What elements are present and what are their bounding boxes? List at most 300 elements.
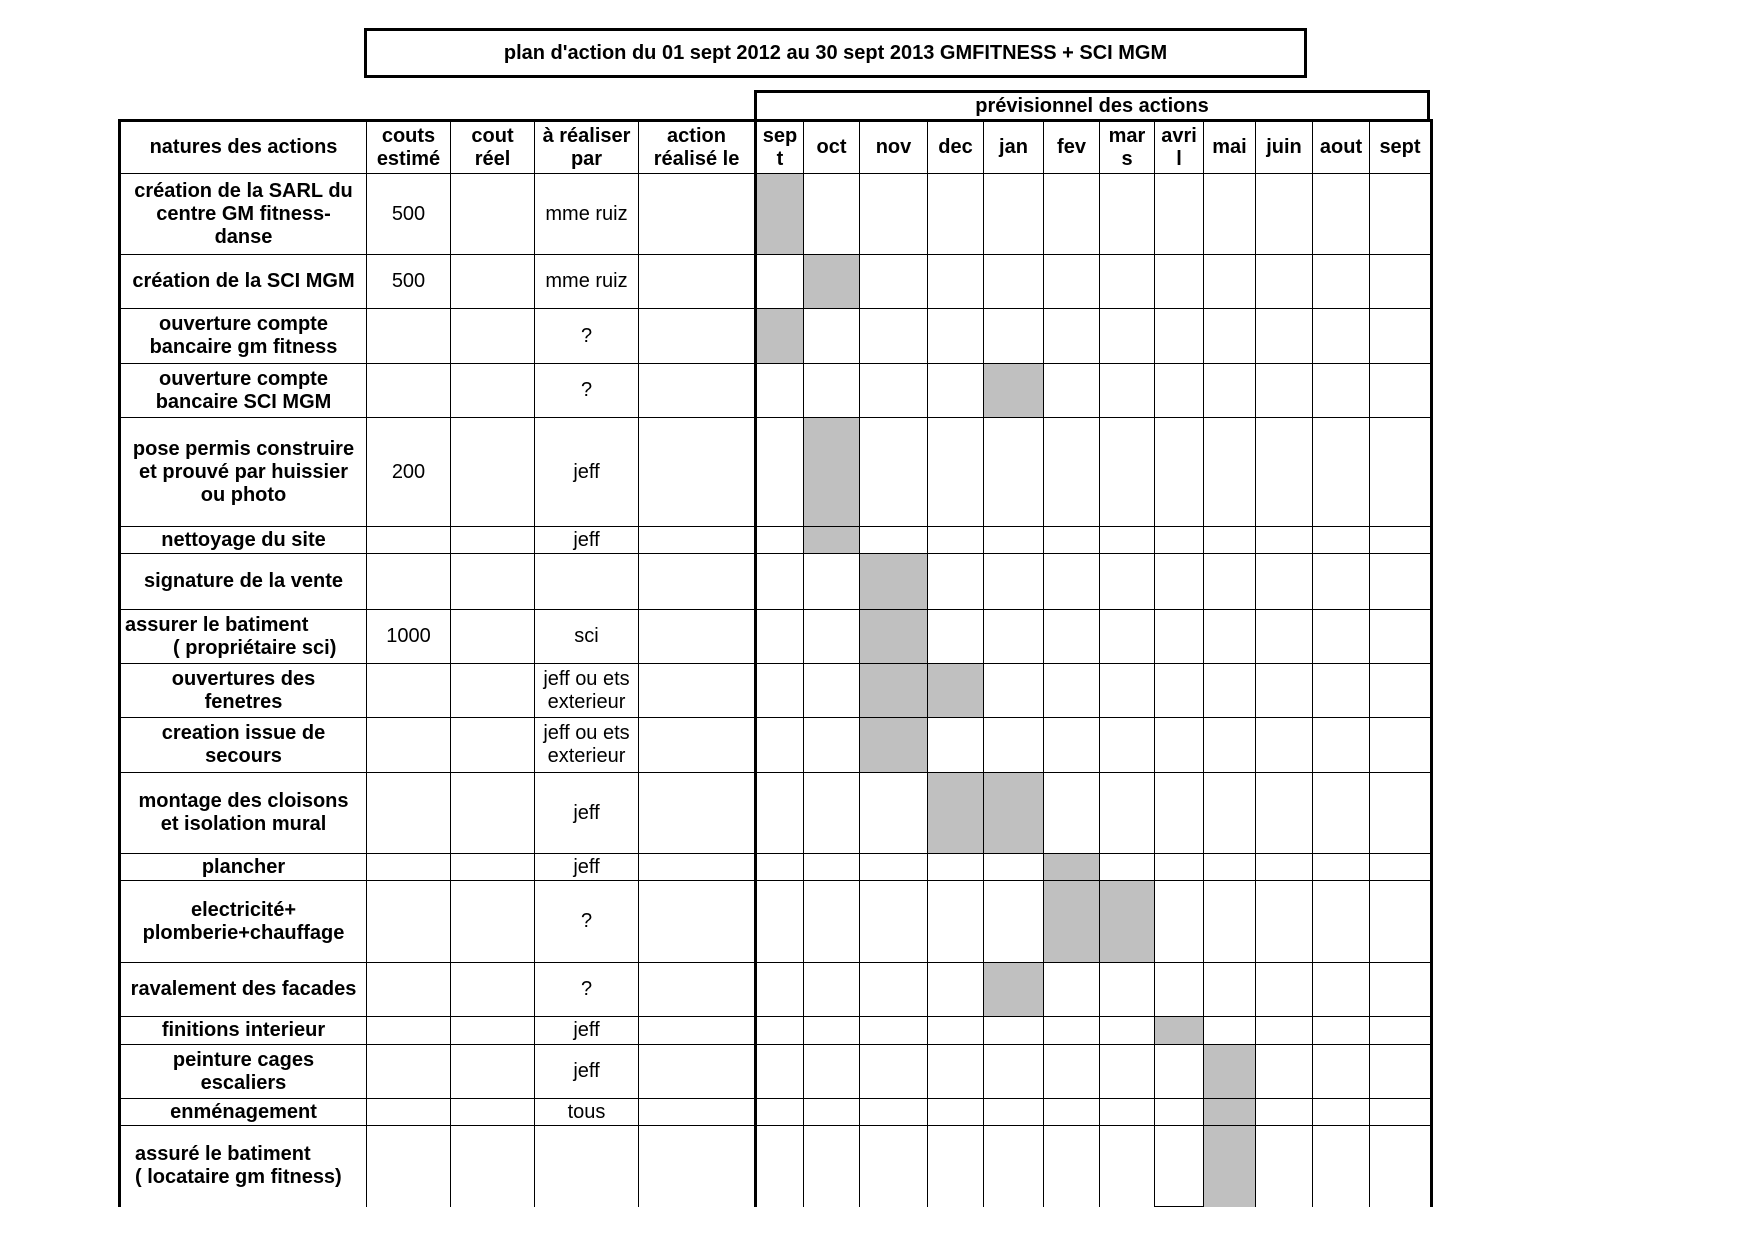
responsible-cell xyxy=(535,255,639,309)
month-cell xyxy=(1100,610,1155,664)
month-cell xyxy=(1204,1017,1256,1045)
month-cell xyxy=(756,554,804,610)
month-cell xyxy=(1313,1099,1370,1126)
cout-estime-cell xyxy=(367,309,451,364)
cout-reel-cell xyxy=(451,1017,535,1045)
month-cell xyxy=(984,881,1044,963)
month-cell xyxy=(1155,718,1204,773)
realise-date-cell xyxy=(639,255,756,309)
month-cell xyxy=(1100,554,1155,610)
month-cell xyxy=(1155,554,1204,610)
action-nature-text: plancher xyxy=(201,855,286,878)
responsible-text: jeff xyxy=(573,528,600,551)
cout-reel-cell xyxy=(451,664,535,718)
header-cout-reel-line: réel xyxy=(474,147,511,170)
month-cell xyxy=(756,1099,804,1126)
month-cell xyxy=(860,1017,928,1045)
month-cell xyxy=(984,1126,1044,1207)
month-cell xyxy=(756,854,804,881)
month-cell xyxy=(1313,418,1370,527)
action-nature-cell xyxy=(120,418,367,527)
month-cell xyxy=(1313,1126,1370,1207)
responsible-cell xyxy=(535,881,639,963)
month-cell-planned xyxy=(984,364,1044,418)
month-cell xyxy=(1044,718,1100,773)
header-month xyxy=(860,121,928,174)
action-nature-text: ( propriétaire sci) xyxy=(173,636,337,659)
table-row xyxy=(120,1126,1432,1207)
table-row xyxy=(120,881,1432,963)
month-cell-planned xyxy=(860,554,928,610)
month-cell xyxy=(804,309,860,364)
header-month xyxy=(1370,121,1432,174)
header-month xyxy=(1155,121,1204,174)
month-cell-planned xyxy=(984,963,1044,1017)
realise-date-cell xyxy=(639,174,756,255)
month-cell xyxy=(928,1045,984,1099)
month-cell-planned xyxy=(756,174,804,255)
cout-reel-cell xyxy=(451,1126,535,1207)
month-cell xyxy=(1370,418,1432,527)
month-cell xyxy=(1370,1045,1432,1099)
cout-estime-cell xyxy=(367,773,451,854)
action-nature-cell xyxy=(120,527,367,554)
cout-estime-cell: 200 xyxy=(367,418,451,527)
table-row xyxy=(120,174,1432,255)
responsible-cell xyxy=(535,664,639,718)
month-cell xyxy=(1155,1045,1204,1099)
action-nature-cell xyxy=(120,174,367,255)
cout-estime-cell xyxy=(367,718,451,773)
month-cell xyxy=(1256,1126,1313,1207)
month-cell xyxy=(804,554,860,610)
action-nature-text: ( locataire gm fitness) xyxy=(135,1166,342,1189)
table-row xyxy=(120,854,1432,881)
month-cell-planned xyxy=(928,773,984,854)
month-cell xyxy=(1044,664,1100,718)
month-cell xyxy=(928,610,984,664)
header-month-line: aout xyxy=(1319,136,1363,158)
month-cell-planned xyxy=(1204,1126,1256,1207)
action-nature-cell xyxy=(120,854,367,881)
month-cell xyxy=(1044,1045,1100,1099)
month-cell xyxy=(1256,854,1313,881)
action-nature-text: fenetres xyxy=(204,690,283,713)
month-cell-planned xyxy=(804,418,860,527)
month-cell xyxy=(1313,610,1370,664)
month-cell xyxy=(984,718,1044,773)
action-nature-text: centre GM fitness- xyxy=(156,202,331,225)
action-nature-cell xyxy=(120,1045,367,1099)
month-cell xyxy=(1155,527,1204,554)
month-cell xyxy=(1155,664,1204,718)
month-cell xyxy=(928,881,984,963)
month-cell xyxy=(1204,364,1256,418)
month-cell xyxy=(1313,309,1370,364)
month-cell xyxy=(1044,255,1100,309)
header-realise xyxy=(639,121,756,174)
action-nature-text: assuré le batiment xyxy=(135,1143,311,1166)
realise-date-cell xyxy=(639,854,756,881)
cout-estime-cell xyxy=(367,1017,451,1045)
month-cell xyxy=(756,881,804,963)
responsible-cell xyxy=(535,1045,639,1099)
month-cell xyxy=(860,1126,928,1207)
month-cell xyxy=(984,309,1044,364)
month-cell xyxy=(1204,610,1256,664)
action-plan-table xyxy=(118,119,1433,1207)
month-cell xyxy=(1204,881,1256,963)
action-nature-text: bancaire gm fitness xyxy=(149,336,338,358)
realise-date-cell xyxy=(639,881,756,963)
month-cell xyxy=(1370,854,1432,881)
month-cell xyxy=(1100,309,1155,364)
month-cell xyxy=(804,1099,860,1126)
month-cell xyxy=(1370,881,1432,963)
cout-estime-cell xyxy=(367,554,451,610)
month-cell xyxy=(860,309,928,364)
responsible-text: jeff xyxy=(573,801,600,824)
action-nature-text: bancaire SCI MGM xyxy=(155,390,332,413)
month-cell xyxy=(756,963,804,1017)
action-nature-cell xyxy=(120,1017,367,1045)
month-cell xyxy=(1155,1099,1204,1126)
table-row xyxy=(120,418,1432,527)
month-cell-planned xyxy=(1100,881,1155,963)
table-row xyxy=(120,255,1432,309)
header-month xyxy=(984,121,1044,174)
responsible-text: ? xyxy=(580,379,593,401)
month-cell xyxy=(1155,418,1204,527)
month-cell xyxy=(1256,963,1313,1017)
month-cell xyxy=(984,527,1044,554)
action-nature-text: peinture cages xyxy=(172,1048,315,1071)
month-cell-planned xyxy=(756,309,804,364)
month-cell xyxy=(928,1017,984,1045)
action-nature-text: creation issue de xyxy=(161,722,326,744)
month-cell xyxy=(756,773,804,854)
header-month xyxy=(1100,121,1155,174)
header-cout-reel-line: cout xyxy=(471,124,514,147)
month-cell xyxy=(1256,527,1313,554)
cout-estime-cell xyxy=(367,1045,451,1099)
action-nature-cell xyxy=(120,664,367,718)
month-cell xyxy=(1370,718,1432,773)
month-cell xyxy=(1313,255,1370,309)
action-nature-text: montage des cloisons xyxy=(138,790,349,812)
responsible-cell xyxy=(535,773,639,854)
month-cell xyxy=(1313,554,1370,610)
cout-estime-cell: 500 xyxy=(367,255,451,309)
responsible-cell xyxy=(535,718,639,773)
month-cell xyxy=(1370,364,1432,418)
responsible-text: exterieur xyxy=(547,690,626,713)
header-month xyxy=(1313,121,1370,174)
realise-date-cell xyxy=(639,610,756,664)
month-cell xyxy=(1100,364,1155,418)
month-cell xyxy=(804,1017,860,1045)
realise-date-cell xyxy=(639,1017,756,1045)
month-cell-planned xyxy=(860,610,928,664)
cout-reel-cell xyxy=(451,554,535,610)
month-cell xyxy=(1256,664,1313,718)
month-cell xyxy=(1256,1045,1313,1099)
month-cell xyxy=(1044,309,1100,364)
month-cell xyxy=(1100,718,1155,773)
cout-reel-cell xyxy=(451,1045,535,1099)
cout-reel-cell xyxy=(451,309,535,364)
month-cell xyxy=(860,881,928,963)
action-nature-text: enménagement xyxy=(170,1100,317,1123)
month-cell xyxy=(1204,418,1256,527)
month-cell xyxy=(1313,364,1370,418)
month-cell xyxy=(1155,255,1204,309)
action-nature-cell xyxy=(120,1126,367,1207)
cout-reel-cell xyxy=(451,174,535,255)
table-row xyxy=(120,364,1432,418)
month-cell xyxy=(804,854,860,881)
month-cell xyxy=(860,854,928,881)
cout-estime-cell xyxy=(367,881,451,963)
table-row xyxy=(120,963,1432,1017)
header-month-line: s xyxy=(1121,147,1133,170)
month-cell xyxy=(1313,664,1370,718)
month-cell xyxy=(984,554,1044,610)
table-row xyxy=(120,664,1432,718)
month-cell xyxy=(1044,963,1100,1017)
table-row xyxy=(120,1099,1432,1126)
month-cell xyxy=(928,255,984,309)
header-month-line: mai xyxy=(1212,136,1247,158)
action-nature-text: ravalement des facades xyxy=(130,978,357,1000)
cout-reel-cell xyxy=(451,364,535,418)
month-cell xyxy=(804,610,860,664)
header-cout-estime-line: couts xyxy=(381,124,436,147)
month-cell xyxy=(860,174,928,255)
month-cell xyxy=(1256,554,1313,610)
month-cell-planned xyxy=(860,664,928,718)
header-realise-line: réalisé le xyxy=(653,147,740,170)
responsible-cell xyxy=(535,174,639,255)
header-month-line: l xyxy=(1176,147,1182,170)
action-nature-text: ouverture compte xyxy=(159,313,328,335)
month-cell xyxy=(756,664,804,718)
month-cell xyxy=(1204,664,1256,718)
table-row xyxy=(120,610,1432,664)
responsible-cell xyxy=(535,1017,639,1045)
month-cell xyxy=(1155,309,1204,364)
cout-estime-cell xyxy=(367,664,451,718)
realise-date-cell xyxy=(639,364,756,418)
realise-date-cell xyxy=(639,1099,756,1126)
month-cell xyxy=(928,1099,984,1126)
month-cell xyxy=(984,664,1044,718)
month-cell xyxy=(1044,554,1100,610)
action-nature-text: création de la SCI MGM xyxy=(132,270,355,292)
header-month-line: oct xyxy=(816,136,847,158)
cout-reel-cell xyxy=(451,255,535,309)
header-nature xyxy=(120,121,367,174)
month-cell xyxy=(1313,963,1370,1017)
month-cell xyxy=(1313,773,1370,854)
action-nature-cell xyxy=(120,255,367,309)
month-cell xyxy=(1204,527,1256,554)
cout-estime-cell xyxy=(367,1126,451,1207)
month-cell xyxy=(804,1126,860,1207)
month-cell xyxy=(984,1099,1044,1126)
month-cell xyxy=(756,718,804,773)
month-cell xyxy=(1155,773,1204,854)
month-cell xyxy=(804,881,860,963)
responsible-cell xyxy=(535,854,639,881)
header-month xyxy=(1044,121,1100,174)
realise-date-cell xyxy=(639,418,756,527)
responsible-text: jeff xyxy=(573,855,600,878)
month-cell xyxy=(804,174,860,255)
month-cell xyxy=(1155,1126,1204,1207)
cout-reel-cell xyxy=(451,527,535,554)
responsible-text: jeff ou ets xyxy=(543,667,630,690)
realise-date-cell xyxy=(639,773,756,854)
cout-reel-cell xyxy=(451,854,535,881)
month-cell xyxy=(984,1017,1044,1045)
header-month-line: nov xyxy=(875,136,912,158)
month-cell xyxy=(1044,364,1100,418)
action-nature-text: finitions interieur xyxy=(161,1019,326,1041)
responsible-cell xyxy=(535,963,639,1017)
month-cell xyxy=(1313,854,1370,881)
month-cell xyxy=(1256,773,1313,854)
month-cell xyxy=(1370,554,1432,610)
month-cell xyxy=(1044,1017,1100,1045)
month-cell xyxy=(1100,174,1155,255)
responsible-text: jeff xyxy=(573,1060,600,1082)
header-month-line: jan xyxy=(999,136,1028,158)
month-cell xyxy=(1313,718,1370,773)
action-nature-cell xyxy=(120,718,367,773)
month-cell xyxy=(860,418,928,527)
month-cell xyxy=(1256,718,1313,773)
action-nature-text: nettoyage du site xyxy=(161,528,326,551)
month-cell xyxy=(1370,309,1432,364)
month-cell xyxy=(804,1045,860,1099)
header-row xyxy=(120,121,1432,174)
cout-reel-cell xyxy=(451,610,535,664)
month-cell xyxy=(928,1126,984,1207)
month-cell xyxy=(1370,527,1432,554)
action-nature-text: et prouvé par huissier xyxy=(139,460,348,483)
month-cell-planned xyxy=(1155,1017,1204,1045)
responsible-text: exterieur xyxy=(547,745,626,767)
cout-estime-cell xyxy=(367,364,451,418)
cout-estime-cell xyxy=(367,1099,451,1126)
table-row xyxy=(120,1017,1432,1045)
month-cell xyxy=(756,364,804,418)
month-cell xyxy=(804,664,860,718)
month-cell xyxy=(1204,309,1256,364)
month-cell xyxy=(1204,854,1256,881)
responsible-cell xyxy=(535,364,639,418)
header-month xyxy=(1204,121,1256,174)
month-cell xyxy=(1100,963,1155,1017)
cout-reel-cell xyxy=(451,963,535,1017)
header-month-line: dec xyxy=(938,136,973,158)
header-cout-estime-line: estimé xyxy=(376,147,441,170)
table-row xyxy=(120,773,1432,854)
month-cell xyxy=(1100,854,1155,881)
header-par-line: par xyxy=(570,147,603,170)
month-cell xyxy=(1155,854,1204,881)
responsible-text: mme ruiz xyxy=(545,202,628,225)
month-cell xyxy=(756,418,804,527)
month-cell-planned xyxy=(804,255,860,309)
cout-reel-cell xyxy=(451,881,535,963)
month-cell xyxy=(756,527,804,554)
header-month xyxy=(804,121,860,174)
header-cout-estime xyxy=(367,121,451,174)
month-cell xyxy=(1313,1017,1370,1045)
month-cell xyxy=(1313,1045,1370,1099)
responsible-cell xyxy=(535,1099,639,1126)
action-nature-text: signature de la vente xyxy=(144,570,343,592)
realise-date-cell xyxy=(639,718,756,773)
month-cell xyxy=(1370,1099,1432,1126)
month-cell xyxy=(1204,773,1256,854)
month-cell-planned xyxy=(1204,1099,1256,1126)
responsible-cell xyxy=(535,527,639,554)
responsible-cell xyxy=(535,418,639,527)
month-cell xyxy=(1100,1017,1155,1045)
month-cell xyxy=(1044,418,1100,527)
month-cell xyxy=(1256,309,1313,364)
forecast-header: prévisionnel des actions xyxy=(754,90,1430,120)
month-cell xyxy=(928,718,984,773)
month-cell-planned xyxy=(1044,854,1100,881)
month-cell xyxy=(860,963,928,1017)
month-cell xyxy=(1100,1099,1155,1126)
responsible-text: jeff xyxy=(573,460,600,483)
action-nature-text: ou photo xyxy=(200,483,287,506)
realise-date-cell xyxy=(639,963,756,1017)
month-cell-planned xyxy=(860,718,928,773)
month-cell xyxy=(1370,255,1432,309)
action-nature-cell xyxy=(120,1099,367,1126)
month-cell-planned xyxy=(804,527,860,554)
month-cell xyxy=(1044,773,1100,854)
month-cell xyxy=(756,1045,804,1099)
month-cell xyxy=(1204,718,1256,773)
month-cell xyxy=(1044,610,1100,664)
month-cell xyxy=(1204,174,1256,255)
month-cell xyxy=(860,527,928,554)
month-cell xyxy=(860,364,928,418)
action-nature-text: escaliers xyxy=(200,1071,287,1094)
month-cell xyxy=(804,364,860,418)
cout-reel-cell xyxy=(451,1099,535,1126)
month-cell xyxy=(1204,255,1256,309)
responsible-text: ? xyxy=(580,324,593,347)
month-cell xyxy=(1100,418,1155,527)
month-cell xyxy=(928,554,984,610)
month-cell xyxy=(928,174,984,255)
month-cell xyxy=(1370,773,1432,854)
month-cell xyxy=(1313,174,1370,255)
month-cell-planned xyxy=(1044,881,1100,963)
action-nature-cell xyxy=(120,554,367,610)
month-cell xyxy=(756,610,804,664)
month-cell xyxy=(804,963,860,1017)
month-cell xyxy=(928,963,984,1017)
